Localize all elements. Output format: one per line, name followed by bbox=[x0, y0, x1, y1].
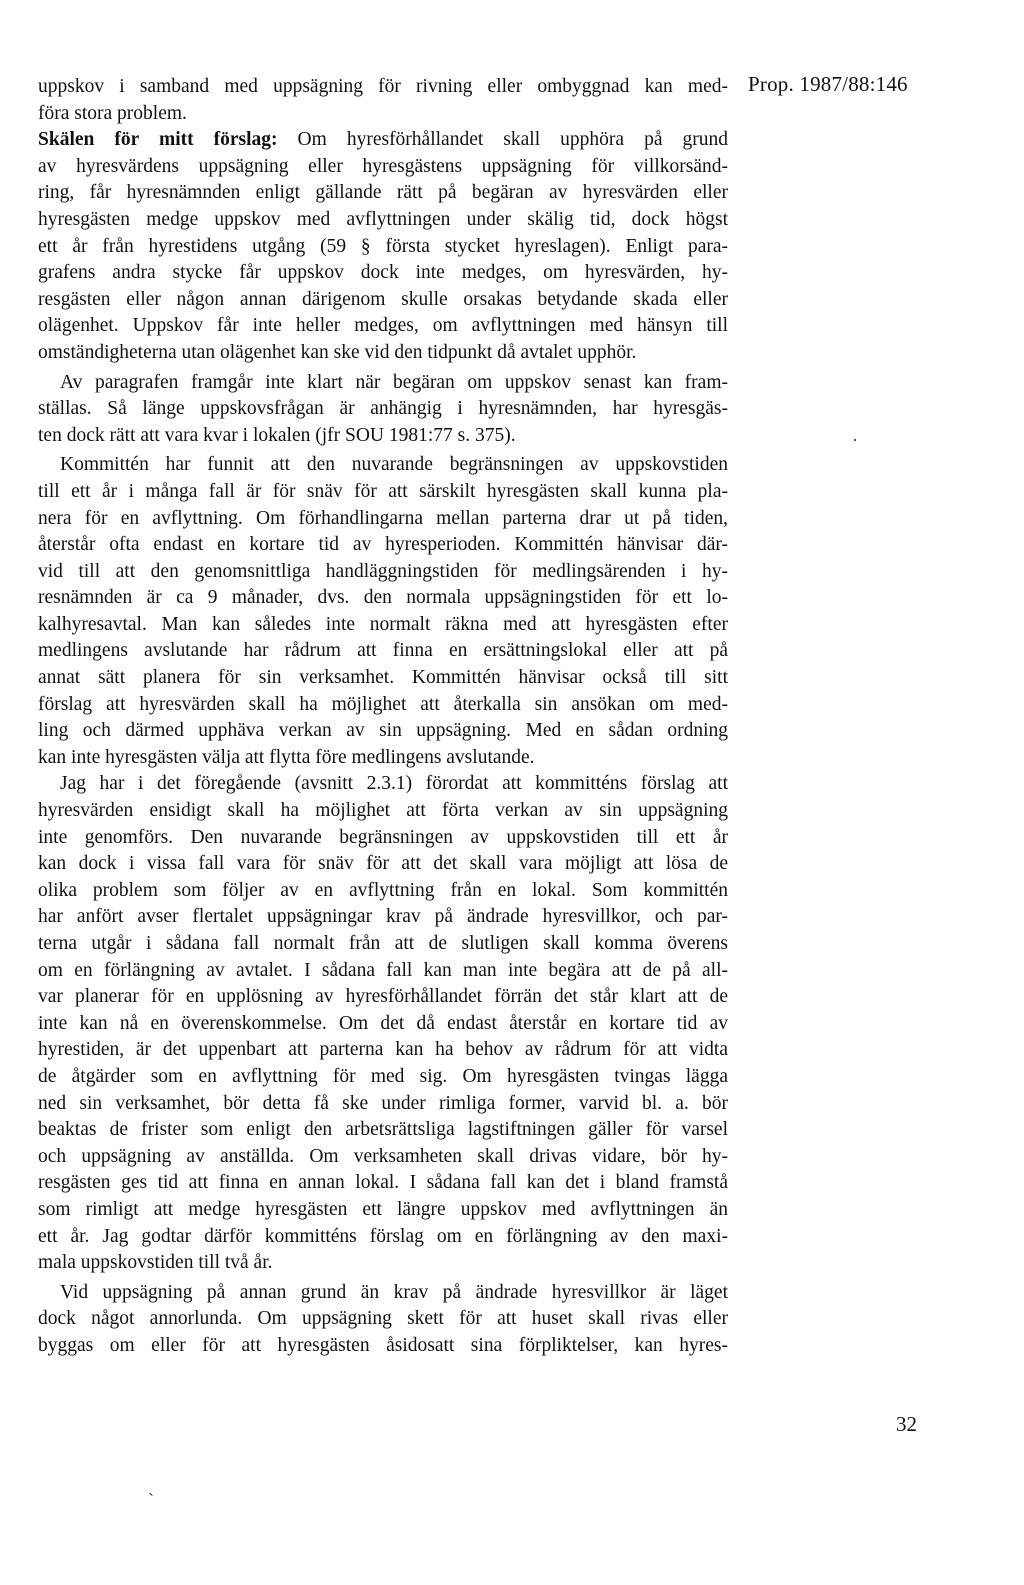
text-line: resnämnden är ca 9 månader, dvs. den normala uppsägningstiden för ett lo- bbox=[38, 587, 728, 609]
text-line: olägenhet. Uppskov får inte heller medges, om avflyttningen med hänsyn till bbox=[38, 315, 728, 337]
text-line: kan inte hyresgästen välja att flytta före medlingens avslutande. bbox=[38, 746, 535, 768]
stray-mark: ` bbox=[148, 1490, 154, 1510]
text-line: ling och därmed upphäva verkan av sin uppsägning. Med en sådan ordning bbox=[38, 720, 728, 742]
proposition-reference: Prop. 1987/88:146 bbox=[748, 72, 908, 96]
text-line: vid till att den genomsnittliga handläggningstiden för medlingsärenden i hy- bbox=[38, 560, 728, 582]
text-line: Vid uppsägning på annan grund än krav på ändrade hyresvillkor är läget bbox=[60, 1281, 728, 1303]
text-line: inte kan nå en överenskommelse. Om det då endast återstår en kortare tid av bbox=[38, 1012, 728, 1034]
section-heading: Skälen för mitt förslag: bbox=[38, 129, 278, 151]
text-line: resgästen ges tid att finna en annan lokal. I sådana fall kan det i bland framstå bbox=[38, 1172, 728, 1194]
text-line: grafens andra stycke får uppskov dock inte medges, om hyresvärden, hy- bbox=[38, 262, 728, 284]
text-line: kalhyresavtal. Man kan således inte normalt räkna med att hyresgästen efter bbox=[38, 613, 728, 635]
text-line: terna utgår i sådana fall normalt från att de slutligen skall komma överens bbox=[38, 933, 728, 954]
text-line: de åtgärder som en avflyttning för med sig. Om hyresgästen tvingas lägga bbox=[38, 1065, 728, 1087]
text-line: annat sätt planera för sin verksamhet. Kommittén hänvisar också till sitt bbox=[38, 667, 728, 689]
text-line: förslag att hyresvärden skall ha möjlighet att återkalla sin ansökan om med- bbox=[38, 693, 728, 715]
text-line: Jag har i det föregående (avsnitt 2.3.1) förordat att kommitténs förslag att bbox=[60, 773, 728, 795]
text-line: har anfört avser flertalet uppsägningar krav på ändrade hyresvillkor, och par- bbox=[38, 906, 728, 928]
text-line: hyrestiden, är det uppenbart att parterna kan ha behov av rådrum för att vidta bbox=[38, 1039, 728, 1061]
text-line: inte genomförs. Den nuvarande begränsningen av uppskovstiden till ett år bbox=[38, 826, 728, 848]
text-line bbox=[38, 127, 728, 154]
text-line: ställas. Så länge uppskovsfrågan är anhängig i hyresnämnden, har hyresgäs- bbox=[38, 398, 728, 420]
text-line: av hyresvärdens uppsägning eller hyresgästens uppsägning för villkorsänd- bbox=[38, 155, 728, 177]
text-line-rest: Om hyresförhållandet skall upphöra på grund bbox=[277, 129, 728, 151]
text-line: byggas om eller för att hyresgästen åsidosatt sina förpliktelser, kan hyres- bbox=[38, 1334, 728, 1356]
text-line: föra stora problem. bbox=[38, 102, 187, 124]
text-line: nera för en avflyttning. Om förhandlingarna mellan parterna drar ut på tiden, bbox=[38, 507, 728, 529]
text-line: omständigheterna utan olägenhet kan ske vid den tidpunkt då avtalet upphör. bbox=[38, 341, 637, 363]
text-line: dock något annorlunda. Om uppsägning skett för att huset skall rivas eller bbox=[38, 1308, 728, 1330]
text-line: ett år. Jag godtar därför kommitténs förslag om en förlängning av den maxi- bbox=[38, 1225, 728, 1247]
body-text bbox=[38, 74, 728, 1360]
text-line: och uppsägning av anställda. Om verksamheten skall drivas vidare, bör hy- bbox=[38, 1145, 728, 1167]
text-line: mala uppskovstiden till två år. bbox=[38, 1252, 273, 1274]
text-line: ten dock rätt att vara kvar i lokalen (jfr SOU 1981:77 s. 375). bbox=[38, 424, 516, 446]
text-line: hyresvärden ensidigt skall ha möjlighet att förta verkan av sin uppsägning bbox=[38, 800, 728, 822]
text-line: uppskov i samband med uppsägning för rivning eller ombyggnad kan med- bbox=[38, 76, 728, 97]
text-line: om en förlängning av avtalet. I sådana fall kan man inte begära att de på all- bbox=[38, 959, 728, 981]
text-line: ned sin verksamhet, bör detta få ske under rimliga former, varvid bl. a. bör bbox=[38, 1092, 728, 1114]
page-number: 32 bbox=[896, 1412, 917, 1436]
text-line: var planerar för en upplösning av hyresförhållandet förrän det står klart att de bbox=[38, 986, 728, 1008]
text-line: till ett år i många fall är för snäv för att särskilt hyresgästen skall kunna pla- bbox=[38, 480, 728, 502]
text-line: ett år från hyrestidens utgång (59 § första stycket hyreslagen). Enligt para- bbox=[38, 235, 728, 257]
text-line: resgästen eller någon annan därigenom skulle orsakas betydande skada eller bbox=[38, 288, 728, 310]
text-line: ring, får hyresnämnden enligt gällande rätt på begäran av hyresvärden eller bbox=[38, 182, 728, 204]
text-line: beaktas de frister som enligt den arbetsrättsliga lagstiftningen gäller för varsel bbox=[38, 1119, 728, 1141]
text-line: Av paragrafen framgår inte klart när begäran om uppskov senast kan fram- bbox=[60, 371, 728, 393]
text-line: som rimligt att medge hyresgästen ett längre uppskov med avflyttningen än bbox=[38, 1198, 728, 1220]
text-line: medlingens avslutande har rådrum att finna en ersättningslokal eller att på bbox=[38, 640, 728, 662]
text-line: olika problem som följer av en avflyttning från en lokal. Som kommittén bbox=[38, 879, 728, 901]
text-line: Kommittén har funnit att den nuvarande begränsningen av uppskovstiden bbox=[60, 454, 728, 476]
text-line: kan dock i vissa fall vara för snäv för att det skall vara möjligt att lösa de bbox=[38, 853, 728, 875]
text-line: återstår ofta endast en kortare tid av hyresperioden. Kommittén hänvisar där- bbox=[38, 534, 728, 556]
stray-mark: · bbox=[852, 430, 858, 450]
text-line: hyresgästen medge uppskov med avflyttningen under skälig tid, dock högst bbox=[38, 208, 728, 230]
